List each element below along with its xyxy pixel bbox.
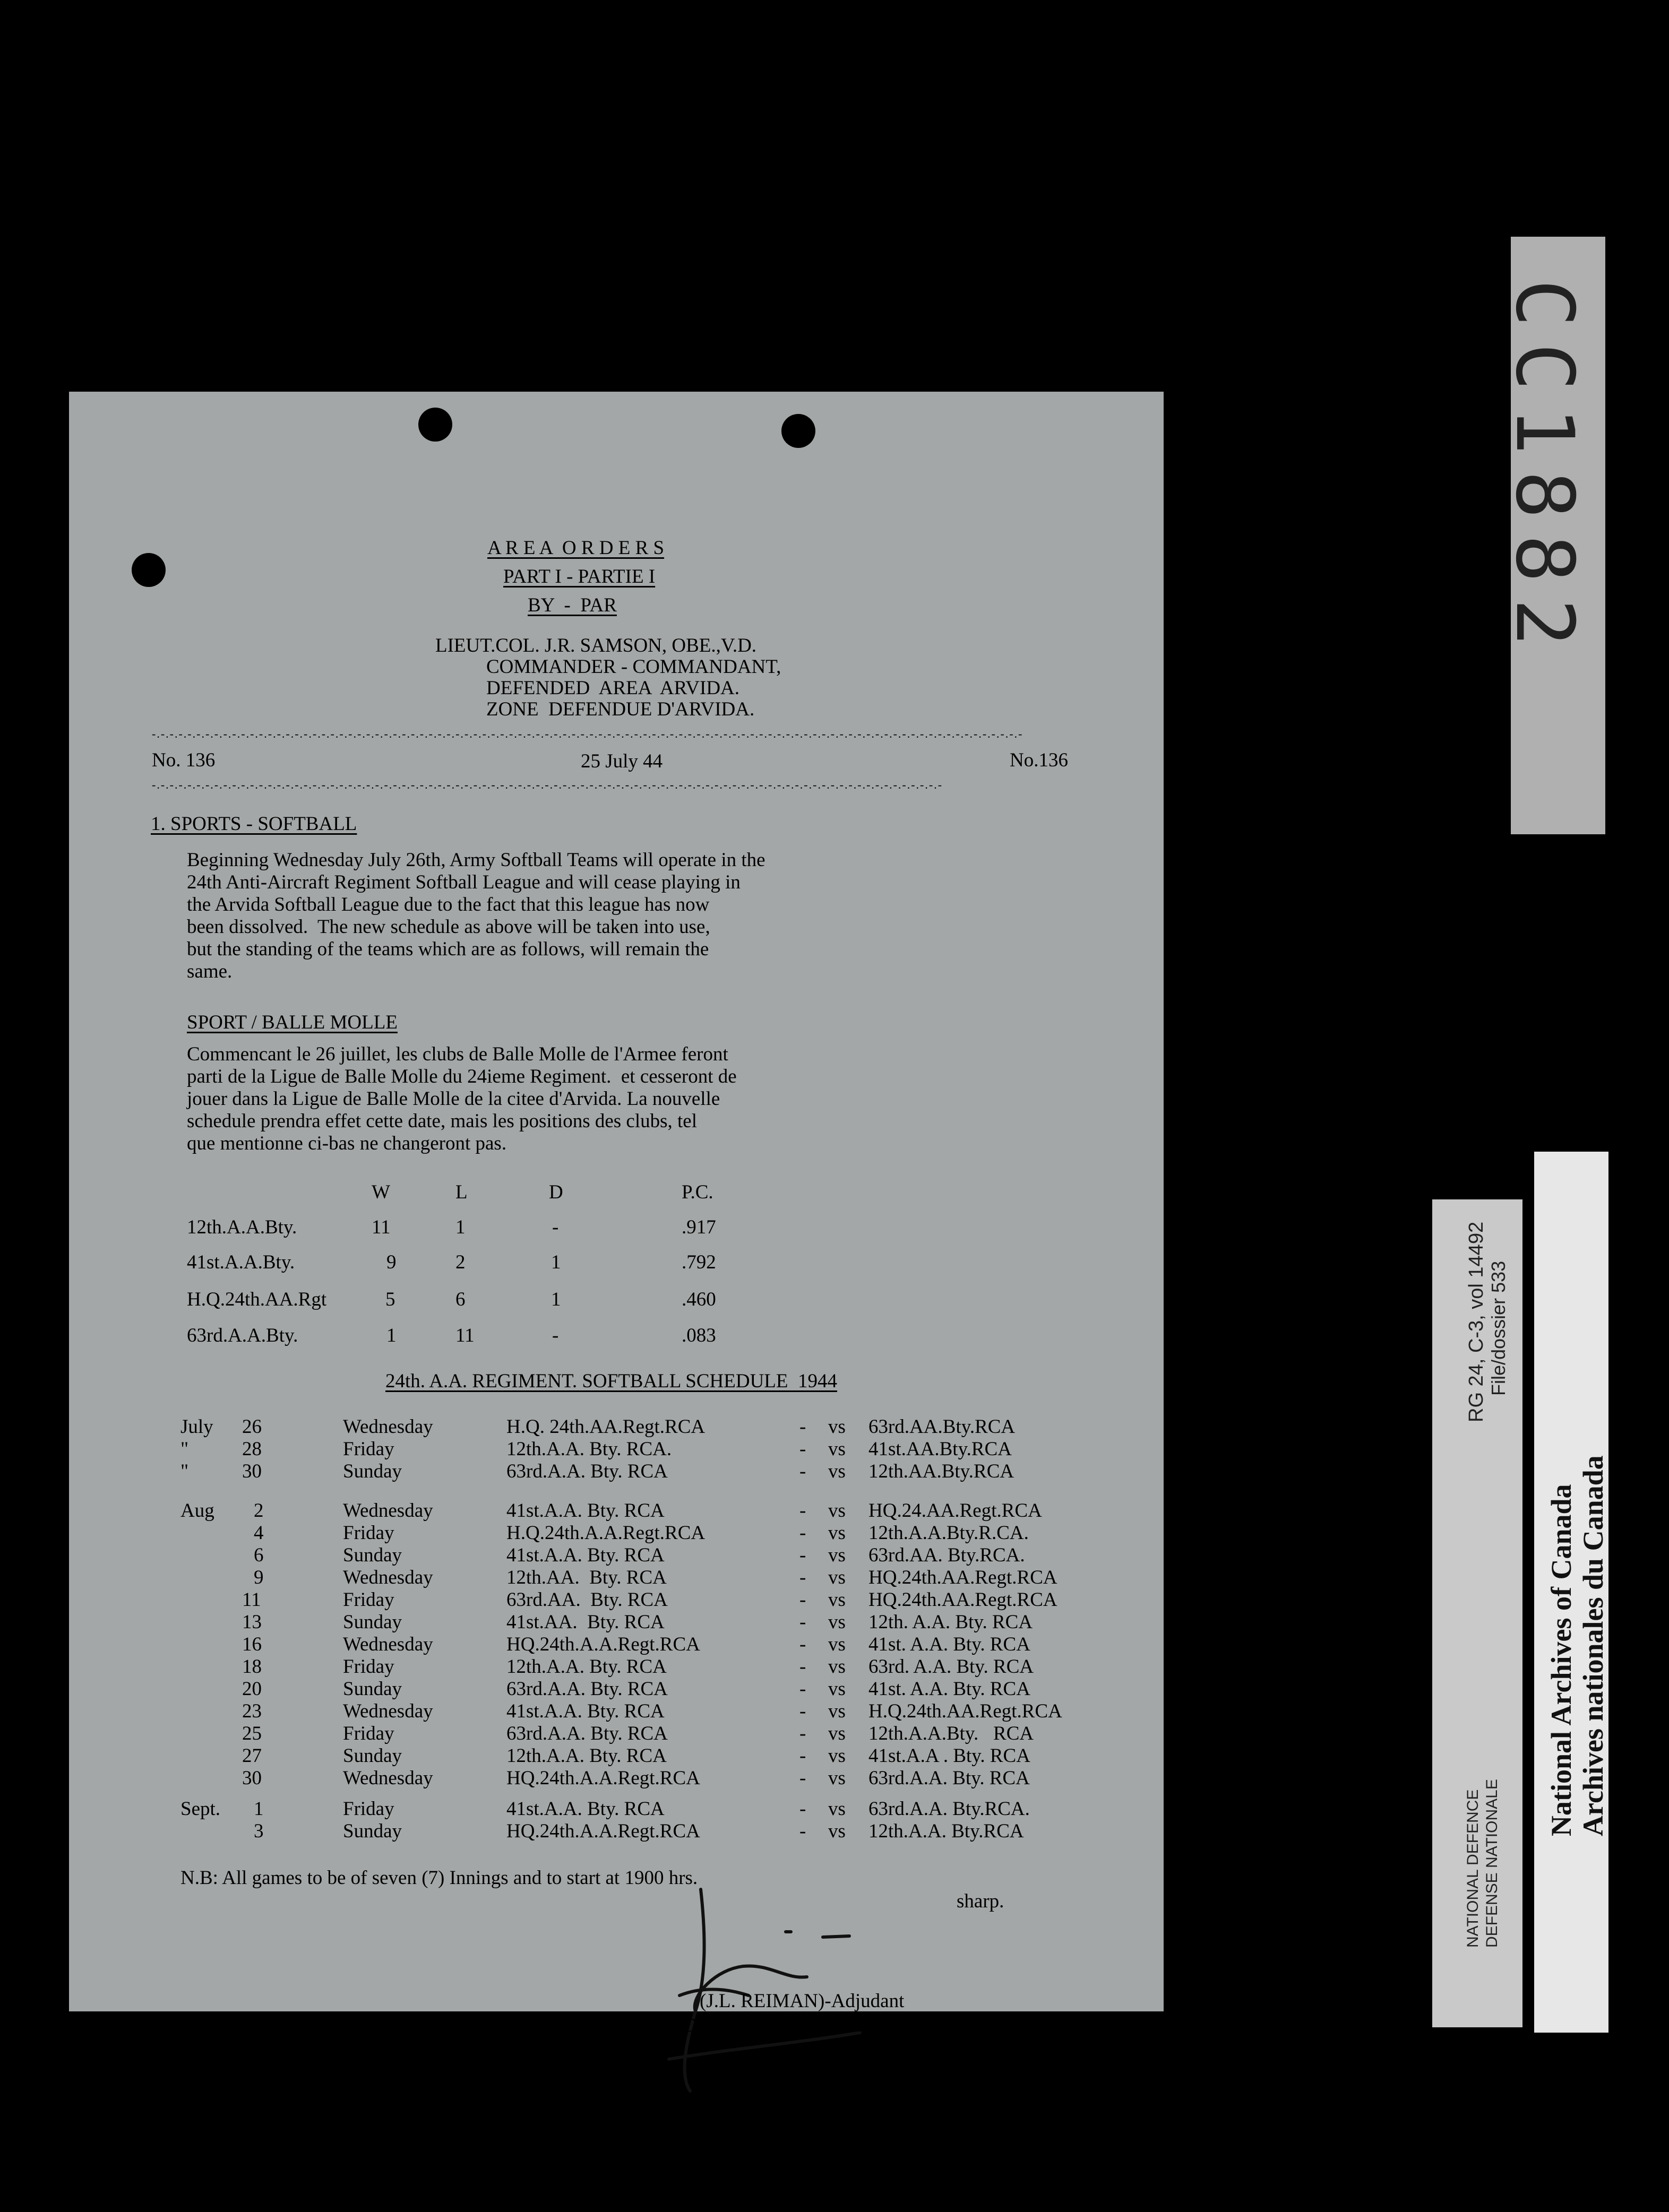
section-paragraph-line: but the standing of the teams which are as follows, will remain the — [187, 938, 709, 960]
schedule-month: " — [180, 1438, 189, 1460]
reference-file: File/dossier 533 — [1487, 1260, 1509, 1396]
schedule-day: 18 — [242, 1656, 262, 1678]
punch-hole — [132, 553, 166, 587]
schedule-dash: - — [799, 1634, 806, 1655]
schedule-away-team: H.Q.24th.AA.Regt.RCA — [868, 1700, 1062, 1722]
schedule-away-team: 41st. A.A. Bty. RCA — [868, 1634, 1030, 1655]
schedule-home-team: HQ.24th.A.A.Regt.RCA — [506, 1767, 700, 1789]
schedule-day: 1 — [254, 1798, 264, 1820]
order-number-left: No. 136 — [152, 749, 216, 771]
archives-english: National Archives of Canada — [1545, 1484, 1577, 1836]
schedule-vs: vs — [828, 1611, 846, 1633]
section-paragraph-line: parti de la Ligue de Balle Molle du 24ieme Regiment. et cesseront de — [187, 1066, 737, 1087]
schedule-vs: vs — [828, 1500, 846, 1522]
schedule-home-team: 12th.A.A. Bty. RCA — [506, 1745, 667, 1767]
standings-team: 63rd.A.A.Bty. — [187, 1325, 298, 1346]
schedule-away-team: 41st.AA.Bty.RCA — [868, 1438, 1012, 1460]
schedule-day: 28 — [242, 1438, 262, 1460]
schedule-month: Sept. — [180, 1798, 221, 1820]
schedule-home-team: H.Q.24th.A.A.Regt.RCA — [506, 1522, 706, 1544]
schedule-home-team: 41st.A.A. Bty. RCA — [506, 1544, 665, 1566]
schedule-dash: - — [799, 1798, 806, 1820]
signatory-place: Defended Area Arvida. — [684, 2015, 866, 2036]
standings-pct: .083 — [682, 1325, 716, 1346]
schedule-home-team: HQ.24th.A.A.Regt.RCA — [506, 1634, 700, 1655]
schedule-vs: vs — [828, 1820, 846, 1842]
schedule-day: 6 — [254, 1544, 264, 1566]
schedule-day: 3 — [254, 1820, 264, 1842]
schedule-day: 23 — [242, 1700, 262, 1722]
section-heading-fr: SPORT / BALLE MOLLE — [187, 1012, 398, 1033]
schedule-vs: vs — [828, 1634, 846, 1655]
schedule-vs: vs — [828, 1567, 846, 1588]
schedule-home-team: 12th.AA. Bty. RCA — [506, 1567, 667, 1588]
separator-line: -.-.-.-.-.-.-.-.-.-.-.-.-.-.-.-.-.-.-.-.-.-.-.-.-.-.-.-.-.-.-.-.-.-.-.-.-.-.-.-.-.-.-.-.-.-.-.-.-.-.-.-.-.-.-.-.-.-.-.-.-.-.-.-.-.-.-.-.-.-.-.-.-.-.-.-.-.-.-.-.-.-.-.-.-.-.-.-.- — [152, 778, 943, 791]
schedule-day: 13 — [242, 1611, 262, 1633]
schedule-away-team: 41st. A.A. Bty. RCA — [868, 1678, 1030, 1700]
schedule-away-team: 63rd.AA. Bty.RCA. — [868, 1544, 1025, 1566]
schedule-day: 4 — [254, 1522, 264, 1544]
schedule-away-team: HQ.24.AA.Regt.RCA — [868, 1500, 1042, 1522]
schedule-day: 16 — [242, 1634, 262, 1655]
punch-hole — [781, 414, 815, 448]
standings-wins: 5 — [385, 1289, 395, 1310]
section-paragraph-line: 24th Anti-Aircraft Regiment Softball League and will cease playing in — [187, 871, 741, 893]
schedule-away-team: 63rd.AA.Bty.RCA — [868, 1416, 1016, 1438]
section-paragraph-line: Beginning Wednesday July 26th, Army Softball Teams will operate in the — [187, 849, 765, 871]
standings-header-l: L — [455, 1181, 468, 1203]
department-english: NATIONAL DEFENCE — [1464, 1789, 1482, 1948]
schedule-day: 2 — [254, 1500, 264, 1522]
standings-team: 41st.A.A.Bty. — [187, 1251, 295, 1273]
order-date: 25 July 44 — [581, 750, 663, 772]
schedule-month: Aug — [180, 1500, 214, 1522]
standings-header-pc: P.C. — [682, 1181, 713, 1203]
schedule-away-team: 63rd.A.A. Bty. RCA — [868, 1767, 1030, 1789]
schedule-weekday: Wednesday — [343, 1700, 433, 1722]
schedule-day: 11 — [242, 1589, 261, 1611]
note-line: N.B: All games to be of seven (7) Innings and to start at 1900 hrs. — [180, 1867, 698, 1889]
officer-name: LIEUT.COL. J.R. SAMSON, OBE.,V.D. — [435, 635, 757, 656]
by-heading: BY - PAR — [528, 594, 617, 616]
schedule-dash: - — [799, 1656, 806, 1678]
schedule-home-team: 41st.AA. Bty. RCA — [506, 1611, 665, 1633]
schedule-home-team: 63rd.AA. Bty. RCA — [506, 1589, 668, 1611]
schedule-home-team: 63rd.A.A. Bty. RCA — [506, 1461, 668, 1482]
standings-pct: .917 — [682, 1216, 716, 1238]
schedule-home-team: 63rd.A.A. Bty. RCA — [506, 1678, 668, 1700]
schedule-weekday: Sunday — [343, 1544, 402, 1566]
standings-draws: - — [552, 1216, 559, 1238]
schedule-dash: - — [799, 1461, 806, 1482]
frame-number-strip — [1498, 237, 1605, 834]
schedule-month: " — [180, 1461, 189, 1482]
schedule-weekday: Wednesday — [343, 1416, 433, 1438]
schedule-vs: vs — [828, 1438, 846, 1460]
standings-draws: - — [552, 1325, 559, 1346]
schedule-dash: - — [799, 1611, 806, 1633]
standings-header-w: W — [372, 1181, 390, 1203]
schedule-dash: - — [799, 1745, 806, 1767]
schedule-day: 26 — [242, 1416, 262, 1438]
schedule-home-team: 41st.A.A. Bty. RCA — [506, 1700, 665, 1722]
section-paragraph-line: que mentionne ci-bas ne changeront pas. — [187, 1133, 507, 1154]
schedule-home-team: 41st.A.A. Bty. RCA — [506, 1500, 665, 1522]
schedule-dash: - — [799, 1767, 806, 1789]
schedule-away-team: HQ.24th.AA.Regt.RCA — [868, 1589, 1057, 1611]
schedule-away-team: HQ.24th.AA.Regt.RCA — [868, 1567, 1057, 1588]
schedule-home-team: 12th.A.A. Bty. RCA — [506, 1656, 667, 1678]
schedule-weekday: Wednesday — [343, 1767, 433, 1789]
schedule-weekday: Sunday — [343, 1461, 402, 1482]
schedule-weekday: Friday — [343, 1723, 394, 1744]
schedule-weekday: Friday — [343, 1438, 394, 1460]
schedule-day: 30 — [242, 1767, 262, 1789]
schedule-vs: vs — [828, 1416, 846, 1438]
schedule-home-team: H.Q. 24th.AA.Regt.RCA — [506, 1416, 706, 1438]
archives-label-strip — [1534, 1152, 1608, 2033]
part-heading: PART I - PARTIE I — [503, 566, 656, 587]
schedule-day: 30 — [242, 1461, 262, 1482]
section-paragraph-line: schedule prendra effet cette date, mais les positions des clubs, tel — [187, 1110, 698, 1132]
schedule-dash: - — [799, 1700, 806, 1722]
schedule-dash: - — [799, 1438, 806, 1460]
schedule-day: 25 — [242, 1723, 262, 1744]
archives-french: Archives nationales du Canada — [1577, 1455, 1609, 1836]
schedule-dash: - — [799, 1723, 806, 1744]
schedule-vs: vs — [828, 1522, 846, 1544]
schedule-weekday: Friday — [343, 1522, 394, 1544]
schedule-weekday: Friday — [343, 1798, 394, 1820]
section-paragraph-line: the Arvida Softball League due to the fact that this league has now — [187, 894, 710, 915]
schedule-vs: vs — [828, 1656, 846, 1678]
schedule-home-team: HQ.24th.A.A.Regt.RCA — [506, 1820, 700, 1842]
separator-line: -.-.-.-.-.-.-.-.-.-.-.-.-.-.-.-.-.-.-.-.-.-.-.-.-.-.-.-.-.-.-.-.-.-.-.-.-.-.-.-.-.-.-.-.-.-.-.-.-.-.-.-.-.-.-.-.-.-.-.-.-.-.-.-.-.-.-.-.-.-.-.-.-.-.-.-.-.-.-.-.-.-.-.-.-.-.-.-.-.-.-.-.-.-.-.-.-.- — [152, 727, 1023, 740]
schedule-vs: vs — [828, 1678, 846, 1700]
orders-title: A R E A O R D E R S — [487, 537, 665, 559]
schedule-dash: - — [799, 1544, 806, 1566]
schedule-dash: - — [799, 1820, 806, 1842]
standings-losses: 6 — [455, 1289, 466, 1310]
schedule-dash: - — [799, 1567, 806, 1588]
standings-losses: 11 — [455, 1325, 475, 1346]
schedule-vs: vs — [828, 1745, 846, 1767]
section-paragraph-line: jouer dans la Ligue de Balle Molle de la citee d'Arvida. La nouvelle — [187, 1088, 720, 1110]
standings-losses: 2 — [455, 1251, 466, 1273]
schedule-weekday: Sunday — [343, 1820, 402, 1842]
area-french: ZONE DEFENDUE D'ARVIDA. — [486, 698, 755, 720]
schedule-home-team: 41st.A.A. Bty. RCA — [506, 1798, 665, 1820]
schedule-away-team: 63rd.A.A. Bty.RCA. — [868, 1798, 1030, 1820]
schedule-dash: - — [799, 1500, 806, 1522]
schedule-day: 27 — [242, 1745, 262, 1767]
schedule-month: July — [180, 1416, 213, 1438]
schedule-away-team: 63rd. A.A. Bty. RCA — [868, 1656, 1034, 1678]
standings-wins: 9 — [386, 1251, 397, 1273]
order-number-right: No.136 — [1010, 749, 1068, 771]
schedule-away-team: 12th. A.A. Bty. RCA — [868, 1611, 1033, 1633]
standings-pct: .460 — [682, 1289, 716, 1310]
schedule-vs: vs — [828, 1461, 846, 1482]
schedule-weekday: Friday — [343, 1656, 394, 1678]
schedule-weekday: Wednesday — [343, 1500, 433, 1522]
standings-losses: 1 — [455, 1216, 466, 1238]
schedule-dash: - — [799, 1416, 806, 1438]
signatory-name: (J.L. REIMAN)-Adjudant — [700, 1990, 905, 2012]
section-paragraph-line: same. — [187, 961, 233, 982]
standings-wins: 11 — [372, 1216, 391, 1238]
schedule-weekday: Sunday — [343, 1678, 402, 1700]
schedule-home-team: 63rd.A.A. Bty. RCA — [506, 1723, 668, 1744]
signature-scribble — [626, 1873, 881, 2102]
schedule-away-team: 41st.A.A . Bty. RCA — [868, 1745, 1030, 1767]
schedule-dash: - — [799, 1522, 806, 1544]
standings-draws: 1 — [551, 1251, 561, 1273]
standings-team: H.Q.24th.AA.Rgt — [187, 1289, 327, 1310]
schedule-vs: vs — [828, 1767, 846, 1789]
note-line: sharp. — [957, 1890, 1004, 1912]
frame-number: CC1882 — [1498, 279, 1590, 662]
schedule-vs: vs — [828, 1544, 846, 1566]
standings-draws: 1 — [551, 1289, 561, 1310]
schedule-away-team: 12th.AA.Bty.RCA — [868, 1461, 1014, 1482]
reference-volume: RG 24, C-3, vol 14492 — [1465, 1221, 1487, 1422]
area-english: DEFENDED AREA ARVIDA. — [486, 677, 740, 699]
schedule-vs: vs — [828, 1589, 846, 1611]
section-heading: 1. SPORTS - SOFTBALL — [151, 813, 357, 835]
schedule-title: 24th. A.A. REGIMENT. SOFTBALL SCHEDULE 1944 — [385, 1370, 837, 1392]
schedule-away-team: 12th.A.A. Bty.RCA — [868, 1820, 1024, 1842]
schedule-day: 20 — [242, 1678, 262, 1700]
schedule-dash: - — [799, 1589, 806, 1611]
schedule-weekday: Sunday — [343, 1745, 402, 1767]
department-french: DEFENSE NATIONALE — [1483, 1779, 1501, 1948]
schedule-weekday: Wednesday — [343, 1567, 433, 1588]
schedule-away-team: 12th.A.A.Bty. RCA — [868, 1723, 1034, 1744]
schedule-vs: vs — [828, 1798, 846, 1820]
section-paragraph-line: been dissolved. The new schedule as above will be taken into use, — [187, 916, 710, 938]
schedule-weekday: Friday — [343, 1589, 394, 1611]
standings-team: 12th.A.A.Bty. — [187, 1216, 297, 1238]
punch-hole — [418, 408, 452, 442]
officer-role: COMMANDER - COMMANDANT, — [486, 656, 781, 678]
schedule-dash: - — [799, 1678, 806, 1700]
schedule-weekday: Sunday — [343, 1611, 402, 1633]
standings-wins: 1 — [386, 1325, 397, 1346]
schedule-weekday: Wednesday — [343, 1634, 433, 1655]
section-paragraph-line: Commencant le 26 juillet, les clubs de Balle Molle de l'Armee feront — [187, 1043, 728, 1065]
standings-header-d: D — [549, 1181, 563, 1203]
standings-pct: .792 — [682, 1251, 716, 1273]
schedule-vs: vs — [828, 1723, 846, 1744]
schedule-home-team: 12th.A.A. Bty. RCA. — [506, 1438, 672, 1460]
schedule-away-team: 12th.A.A.Bty.R.CA. — [868, 1522, 1029, 1544]
reference-label-strip — [1432, 1199, 1522, 2027]
schedule-vs: vs — [828, 1700, 846, 1722]
schedule-day: 9 — [254, 1567, 264, 1588]
